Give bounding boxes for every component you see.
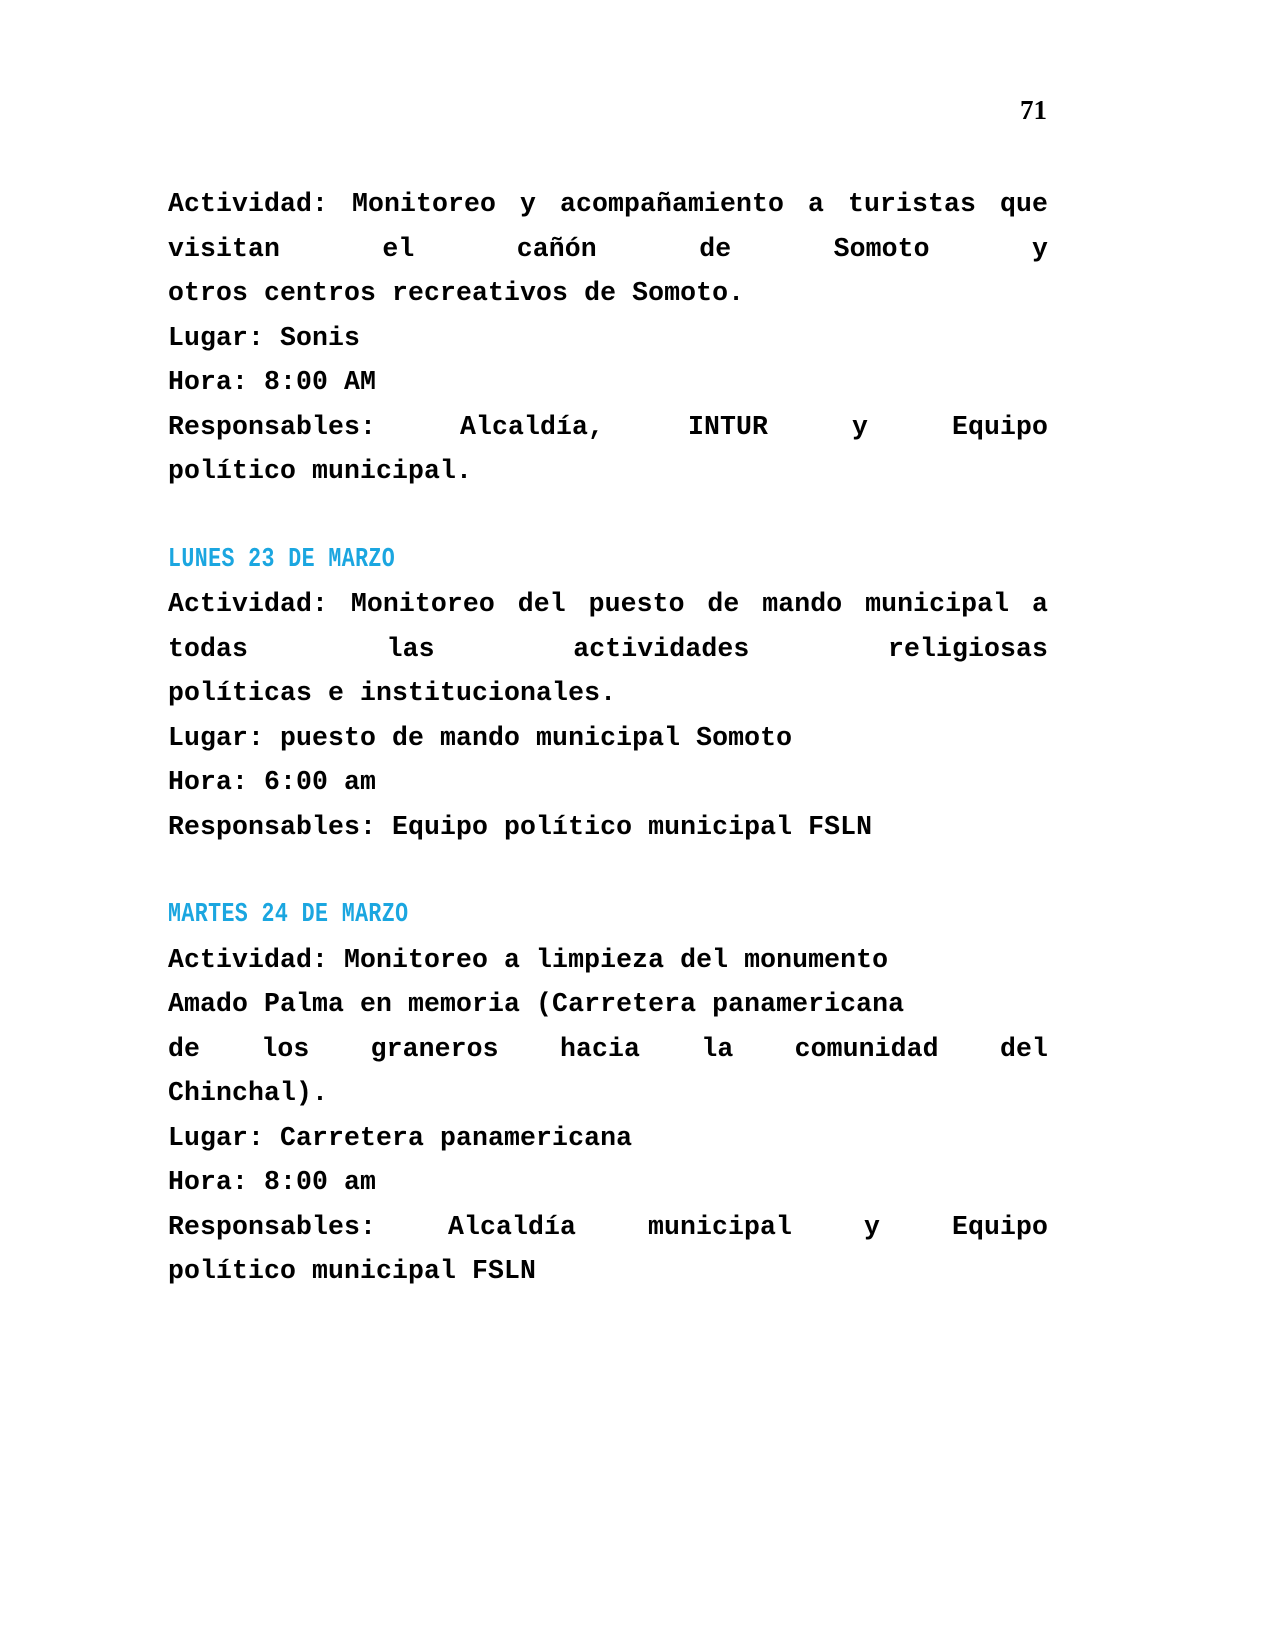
- lugar-line: Lugar: puesto de mando municipal Somoto: [168, 722, 793, 753]
- section-gap: [168, 494, 1048, 538]
- page-number: 71: [1020, 95, 1047, 125]
- activity-text-tail: otros centros recreativos de Somoto.: [168, 278, 745, 308]
- responsables-line-tail: político municipal.: [168, 456, 473, 486]
- activity-text: Actividad: Monitoreo del puesto de mando municipal a todas las actividades religiosas: [168, 589, 1048, 664]
- document-body: [168, 182, 1048, 1294]
- schedule-section: [168, 893, 1048, 1294]
- responsables-line: Responsables: Alcaldía, INTUR y Equipo: [168, 411, 1048, 442]
- activity-text: Actividad: Monitoreo y acompañamiento a turistas que visitan el cañón de Somoto y: [168, 189, 1048, 264]
- day-heading-lunes: LUNES 23 DE MARZO: [168, 544, 396, 575]
- responsables-line-tail: político municipal FSLN: [168, 1256, 537, 1286]
- activity-text-cont: de los graneros hacia la comunidad del: [168, 1033, 1048, 1064]
- schedule-section: [168, 538, 1048, 850]
- responsables-line: Responsables: Equipo político municipal FSLN: [168, 811, 873, 842]
- activity-text-cont: Amado Palma en memoria (Carretera panamericana: [168, 989, 905, 1019]
- lugar-line: Lugar: Carretera panamericana: [168, 1122, 633, 1153]
- activity-text-tail: Chinchal).: [168, 1078, 329, 1108]
- responsables-line: Responsables: Alcaldía municipal y Equipo: [168, 1211, 1048, 1242]
- activity-text: Actividad: Monitoreo a limpieza del monumento: [168, 944, 889, 975]
- schedule-section: [168, 182, 1048, 494]
- section-gap: [168, 849, 1048, 893]
- hora-line: Hora: 8:00 am: [168, 1167, 377, 1197]
- hora-line: Hora: 8:00 AM: [168, 367, 377, 397]
- activity-text-tail: políticas e institucionales.: [168, 678, 617, 708]
- day-heading-martes: MARTES 24 DE MARZO: [168, 900, 409, 930]
- lugar-line: Lugar: Sonis: [168, 322, 361, 353]
- hora-line: Hora: 6:00 am: [168, 767, 377, 797]
